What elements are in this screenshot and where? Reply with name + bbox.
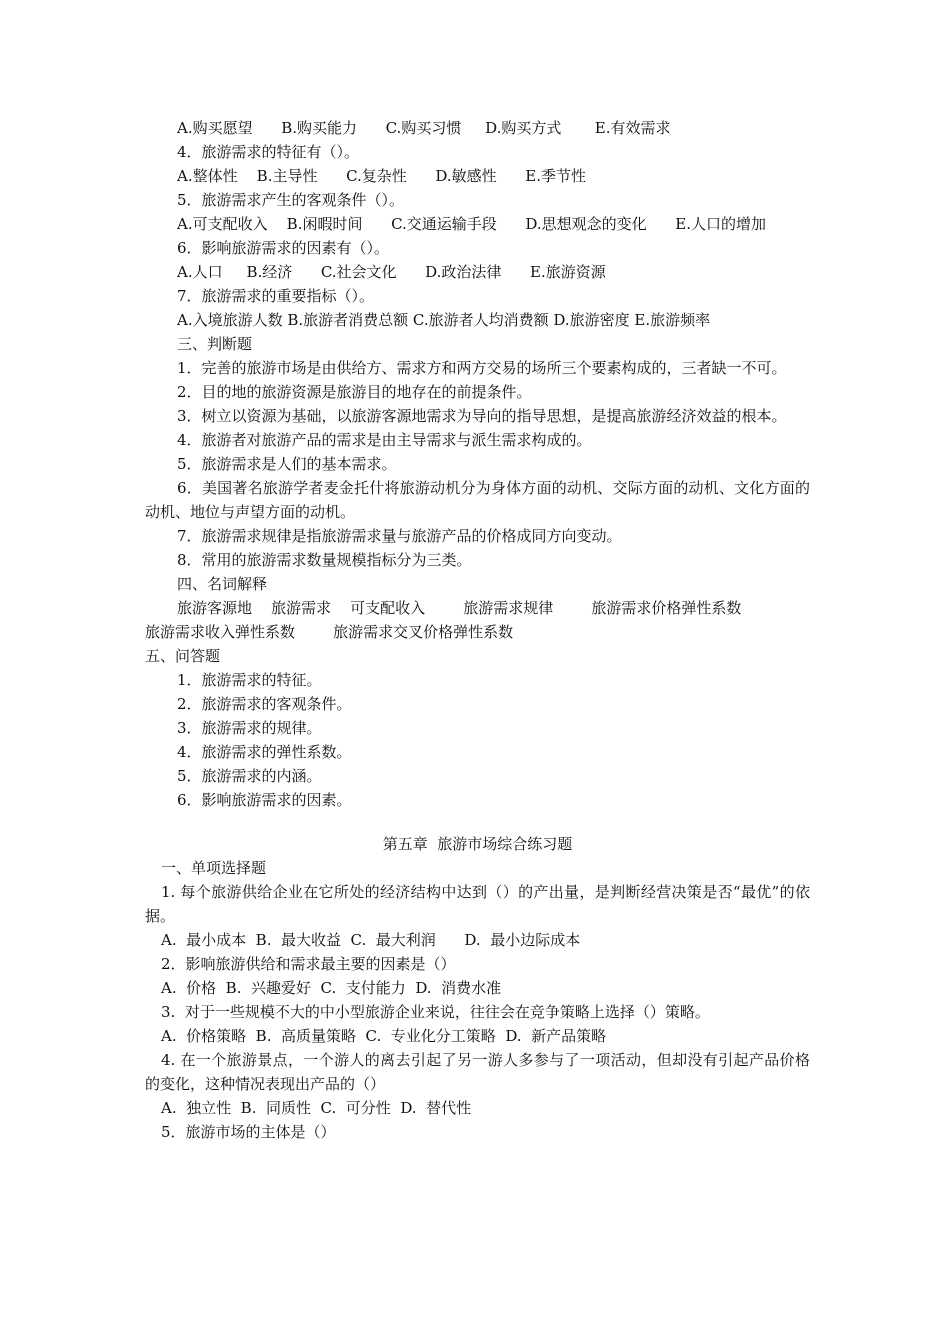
ch5-q1-options: A. 最小成本 B. 最大收益 C. 最大利润 D. 最小边际成本 xyxy=(161,931,581,949)
ch5-q1: 1. 每个旅游供给企业在它所处的经济结构中达到（）的产出量，是判断经营决策是否“最优”的依据。 xyxy=(145,883,810,925)
q5-options: A.可支配收入 B.闲暇时间 C.交通运输手段 D.思想观念的变化 E.人口的增加 xyxy=(177,215,766,233)
q7-question: 7．旅游需求的重要指标（）。 xyxy=(177,287,375,305)
q3-options: A.购买愿望 B.购买能力 C.购买习惯 D.购买方式 E.有效需求 xyxy=(177,119,671,137)
terms-heading: 四、名词解释 xyxy=(177,575,268,593)
q6-question: 6．影响旅游需求的因素有（）。 xyxy=(177,239,390,257)
qa-heading: 五、问答题 xyxy=(145,647,221,665)
judgment-item: 6．美国著名旅游学者麦金托什将旅游动机分为身体方面的动机、交际方面的动机、文化方面的动机、地位与声望方面的动机。 xyxy=(145,479,810,521)
q6-options: A.人口 B.经济 C.社会文化 D.政治法律 E.旅游资源 xyxy=(177,263,606,281)
q7-options: A.入境旅游人数 B.旅游者消费总额 C.旅游者人均消费额 D.旅游密度 E.旅游频率 xyxy=(177,311,711,329)
chapter-section-heading: 一、单项选择题 xyxy=(161,859,267,877)
spacer xyxy=(145,812,810,832)
qa-item: 2．旅游需求的客观条件。 xyxy=(177,695,352,713)
ch5-q3-options: A. 价格策略 B. 高质量策略 C. 专业化分工策略 D. 新产品策略 xyxy=(161,1027,607,1045)
judgment-item: 5．旅游需求是人们的基本需求。 xyxy=(177,455,397,473)
qa-item: 4．旅游需求的弹性系数。 xyxy=(177,743,352,761)
ch5-q2-options: A. 价格 B. 兴趣爱好 C. 支付能力 D. 消费水准 xyxy=(161,979,502,997)
page-content xyxy=(145,116,810,1144)
ch5-q3: 3. 对于一些规模不大的中小型旅游企业来说，往往会在竞争策略上选择（）策略。 xyxy=(161,1003,710,1021)
qa-item: 5．旅游需求的内涵。 xyxy=(177,767,322,785)
chapter-title: 第五章 旅游市场综合练习题 xyxy=(382,835,573,853)
q4-question: 4．旅游需求的特征有（）。 xyxy=(177,143,360,161)
terms-line: 旅游需求收入弹性系数 旅游需求交叉价格弹性系数 xyxy=(145,623,514,641)
judgment-item: 3．树立以资源为基础，以旅游客源地需求为导向的指导思想，是提高旅游经济效益的根本。 xyxy=(177,407,787,425)
judgment-heading: 三、判断题 xyxy=(177,335,253,353)
ch5-q5: 5．旅游市场的主体是（） xyxy=(161,1123,336,1141)
q5-question: 5．旅游需求产生的客观条件（）。 xyxy=(177,191,405,209)
qa-item: 3．旅游需求的规律。 xyxy=(177,719,322,737)
qa-item: 6．影响旅游需求的因素。 xyxy=(177,791,352,809)
ch5-q2: 2．影响旅游供给和需求最主要的因素是（） xyxy=(161,955,456,973)
q4-options: A.整体性 B.主导性 C.复杂性 D.敏感性 E.季节性 xyxy=(177,167,586,185)
judgment-item: 4．旅游者对旅游产品的需求是由主导需求与派生需求构成的。 xyxy=(177,431,592,449)
ch5-q4-options: A. 独立性 B. 同质性 C. 可分性 D. 替代性 xyxy=(161,1099,472,1117)
terms-line: 旅游客源地 旅游需求 可支配收入 旅游需求规律 旅游需求价格弹性系数 xyxy=(177,599,742,617)
judgment-item: 2．目的地的旅游资源是旅游目的地存在的前提条件。 xyxy=(177,383,532,401)
ch5-q4: 4. 在一个旅游景点，一个游人的离去引起了另一游人多参与了一项活动，但却没有引起产品价格的变化，这种情况表现出产品的（） xyxy=(145,1051,810,1093)
judgment-item: 8．常用的旅游需求数量规模指标分为三类。 xyxy=(177,551,472,569)
judgment-item: 1．完善的旅游市场是由供给方、需求方和两方交易的场所三个要素构成的，三者缺一不可。 xyxy=(177,359,787,377)
qa-item: 1．旅游需求的特征。 xyxy=(177,671,322,689)
judgment-item: 7．旅游需求规律是指旅游需求量与旅游产品的价格成同方向变动。 xyxy=(177,527,622,545)
